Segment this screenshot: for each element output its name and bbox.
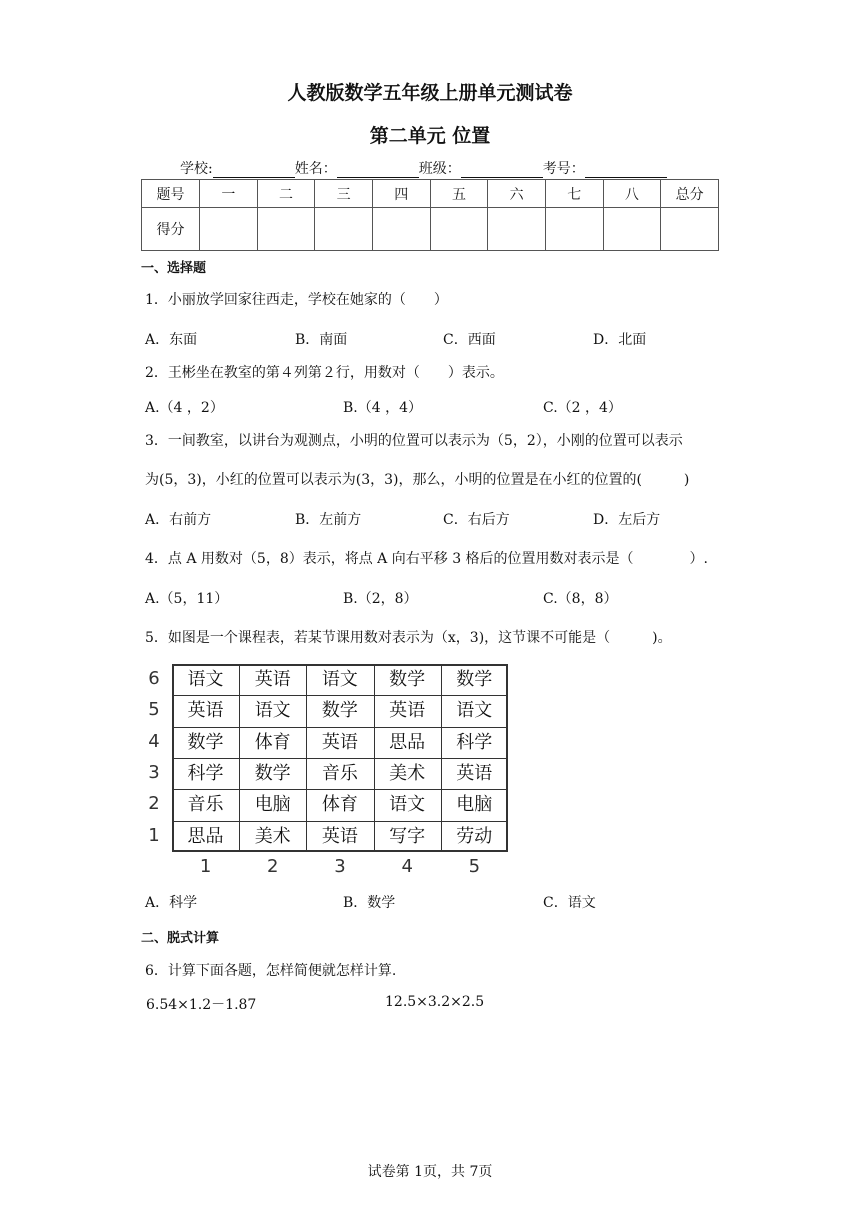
schedule-row-number: 3	[148, 761, 160, 783]
q2-option-c[interactable]: C.（2 ，4）	[543, 400, 622, 416]
schedule-cell: 电脑	[456, 794, 493, 816]
q1-option-d[interactable]: D．北面	[593, 332, 647, 348]
schedule-cell: 数学	[321, 700, 358, 722]
schedule-cell: 英语	[187, 700, 224, 722]
schedule-cell: 美术	[254, 825, 291, 847]
question-3-stem-line-1: 3．一间教室，以讲台为观测点，小明的位置可以表示为（5，2），小刚的位置可以表示	[145, 433, 683, 449]
header-cell: 三	[315, 180, 373, 208]
schedule-cell: 科学	[187, 762, 224, 784]
schedule-cell: 美术	[389, 762, 426, 784]
question-5-stem: 5．如图是一个课程表，若某节课用数对表示为（x，3)，这节课不可能是（ )。	[145, 630, 672, 646]
schedule-row-number: 2	[148, 793, 160, 815]
score-cell[interactable]	[661, 208, 719, 251]
schedule-row-number: 1	[148, 824, 160, 846]
score-table	[141, 179, 719, 251]
score-table-header-row	[142, 180, 719, 208]
schedule-row-number: 6	[148, 668, 160, 689]
schedule-cell: 语文	[456, 700, 493, 722]
schedule-cell: 语文	[254, 700, 291, 722]
name-label: 姓名：	[294, 161, 337, 177]
score-cell[interactable]	[488, 208, 546, 251]
schedule-cell: 思品	[187, 825, 224, 847]
schedule-column-number: 1	[199, 856, 212, 877]
q4-option-b[interactable]: B.（2，8）	[343, 591, 418, 607]
q2-option-a[interactable]: A.（4 ，2）	[145, 400, 224, 416]
q1-option-b[interactable]: B．南面	[295, 332, 348, 348]
exam-id-label: 考号：	[542, 161, 585, 177]
q3-option-d[interactable]: D．左后方	[593, 512, 661, 528]
header-cell: 四	[372, 180, 430, 208]
schedule-cell: 科学	[456, 731, 493, 753]
question-1-stem: 1．小丽放学回家往西走，学校在她家的（ ）	[145, 292, 448, 308]
q3-option-c[interactable]: C．右后方	[443, 512, 510, 528]
score-table-score-row	[142, 208, 719, 251]
page-title: 人教版数学五年级上册单元测试卷	[287, 82, 573, 104]
score-cell[interactable]	[430, 208, 488, 251]
question-6-stem: 6．计算下面各题，怎样简便就怎样计算.	[145, 963, 397, 979]
schedule-cell: 写字	[389, 825, 426, 847]
calc-expression-2: 12.5×3.2×2.5	[385, 994, 485, 1010]
unit-subtitle: 第二单元 位置	[369, 125, 491, 147]
schedule-cell: 数学	[187, 731, 224, 753]
section-heading-choice: 一、选择题	[141, 261, 207, 276]
schedule-column-number: 3	[334, 856, 346, 877]
name-blank[interactable]	[337, 163, 419, 178]
schedule-cell: 音乐	[187, 794, 224, 816]
header-cell: 五	[430, 180, 488, 208]
schedule-cell: 语文	[389, 794, 426, 816]
q5-option-a[interactable]: A．科学	[145, 895, 198, 911]
schedule-row-number: 5	[148, 699, 160, 721]
header-cell: 题号	[142, 180, 200, 208]
q4-option-a[interactable]: A.（5，11）	[145, 591, 229, 607]
question-4-stem: 4．点 A 用数对（5，8）表示，将点 A 向右平移 3 格后的位置用数对表示是（ ）.	[145, 551, 708, 567]
schedule-column-number: 2	[267, 856, 279, 877]
score-cell[interactable]	[200, 208, 258, 251]
q2-option-b[interactable]: B.（4 ，4）	[343, 400, 423, 416]
header-cell: 七	[545, 180, 603, 208]
info-line	[180, 158, 667, 178]
schedule-column-number: 4	[401, 856, 413, 877]
q1-option-a[interactable]: A．东面	[145, 332, 198, 348]
schedule-cell: 数学	[456, 669, 493, 690]
page-footer: 试卷第 1页，共 7页	[367, 1164, 493, 1180]
schedule-cell: 英语	[321, 731, 358, 753]
class-label: 班级：	[418, 161, 461, 177]
exam-id-blank[interactable]	[585, 163, 667, 178]
schedule-cell: 英语	[254, 669, 291, 690]
class-blank[interactable]	[461, 163, 543, 178]
schedule-row-number: 4	[148, 730, 160, 752]
question-2-stem: 2．王彬坐在教室的第４列第２行，用数对（ ）表示。	[145, 365, 504, 381]
schedule-cell: 电脑	[254, 794, 291, 816]
schedule-cell: 思品	[389, 731, 426, 753]
score-label-cell: 得分	[142, 208, 200, 251]
q3-option-b[interactable]: B．左前方	[295, 512, 362, 528]
schedule-cell: 数学	[254, 762, 291, 784]
schedule-cell: 英语	[389, 700, 426, 722]
schedule-cell: 语文	[321, 669, 358, 690]
q5-option-b[interactable]: B．数学	[343, 895, 396, 911]
schedule-cell: 语文	[187, 669, 224, 690]
calc-expression-1: 6.54×1.2－1.87	[146, 997, 257, 1013]
schedule-cell: 英语	[456, 762, 493, 784]
score-cell[interactable]	[545, 208, 603, 251]
q1-option-c[interactable]: C．西面	[443, 332, 496, 348]
q3-option-a[interactable]: A．右前方	[145, 512, 212, 528]
q4-option-c[interactable]: C.（8，8）	[543, 591, 618, 607]
question-3-stem-line-2: 为(5，3)，小红的位置可以表示为(3，3)，那么，小明的位置是在小红的位置的( )	[145, 472, 690, 488]
score-cell[interactable]	[372, 208, 430, 251]
header-cell: 一	[200, 180, 258, 208]
school-blank[interactable]	[213, 163, 295, 178]
schedule-cell: 数学	[389, 669, 426, 690]
score-cell[interactable]	[315, 208, 373, 251]
school-label: 学校:	[180, 161, 213, 177]
score-cell[interactable]	[603, 208, 661, 251]
schedule-cell: 音乐	[321, 762, 358, 784]
header-cell: 六	[488, 180, 546, 208]
q5-option-c[interactable]: C．语文	[543, 895, 596, 911]
score-cell[interactable]	[257, 208, 315, 251]
schedule-cell: 体育	[321, 794, 358, 816]
header-cell: 二	[257, 180, 315, 208]
header-cell: 总分	[661, 180, 719, 208]
schedule-column-number: 5	[468, 856, 481, 877]
schedule-cell: 劳动	[456, 825, 493, 847]
section-heading-calculation: 二、脱式计算	[141, 931, 220, 946]
schedule-cell: 体育	[254, 731, 291, 753]
header-cell: 八	[603, 180, 661, 208]
schedule-cell: 英语	[321, 825, 358, 847]
